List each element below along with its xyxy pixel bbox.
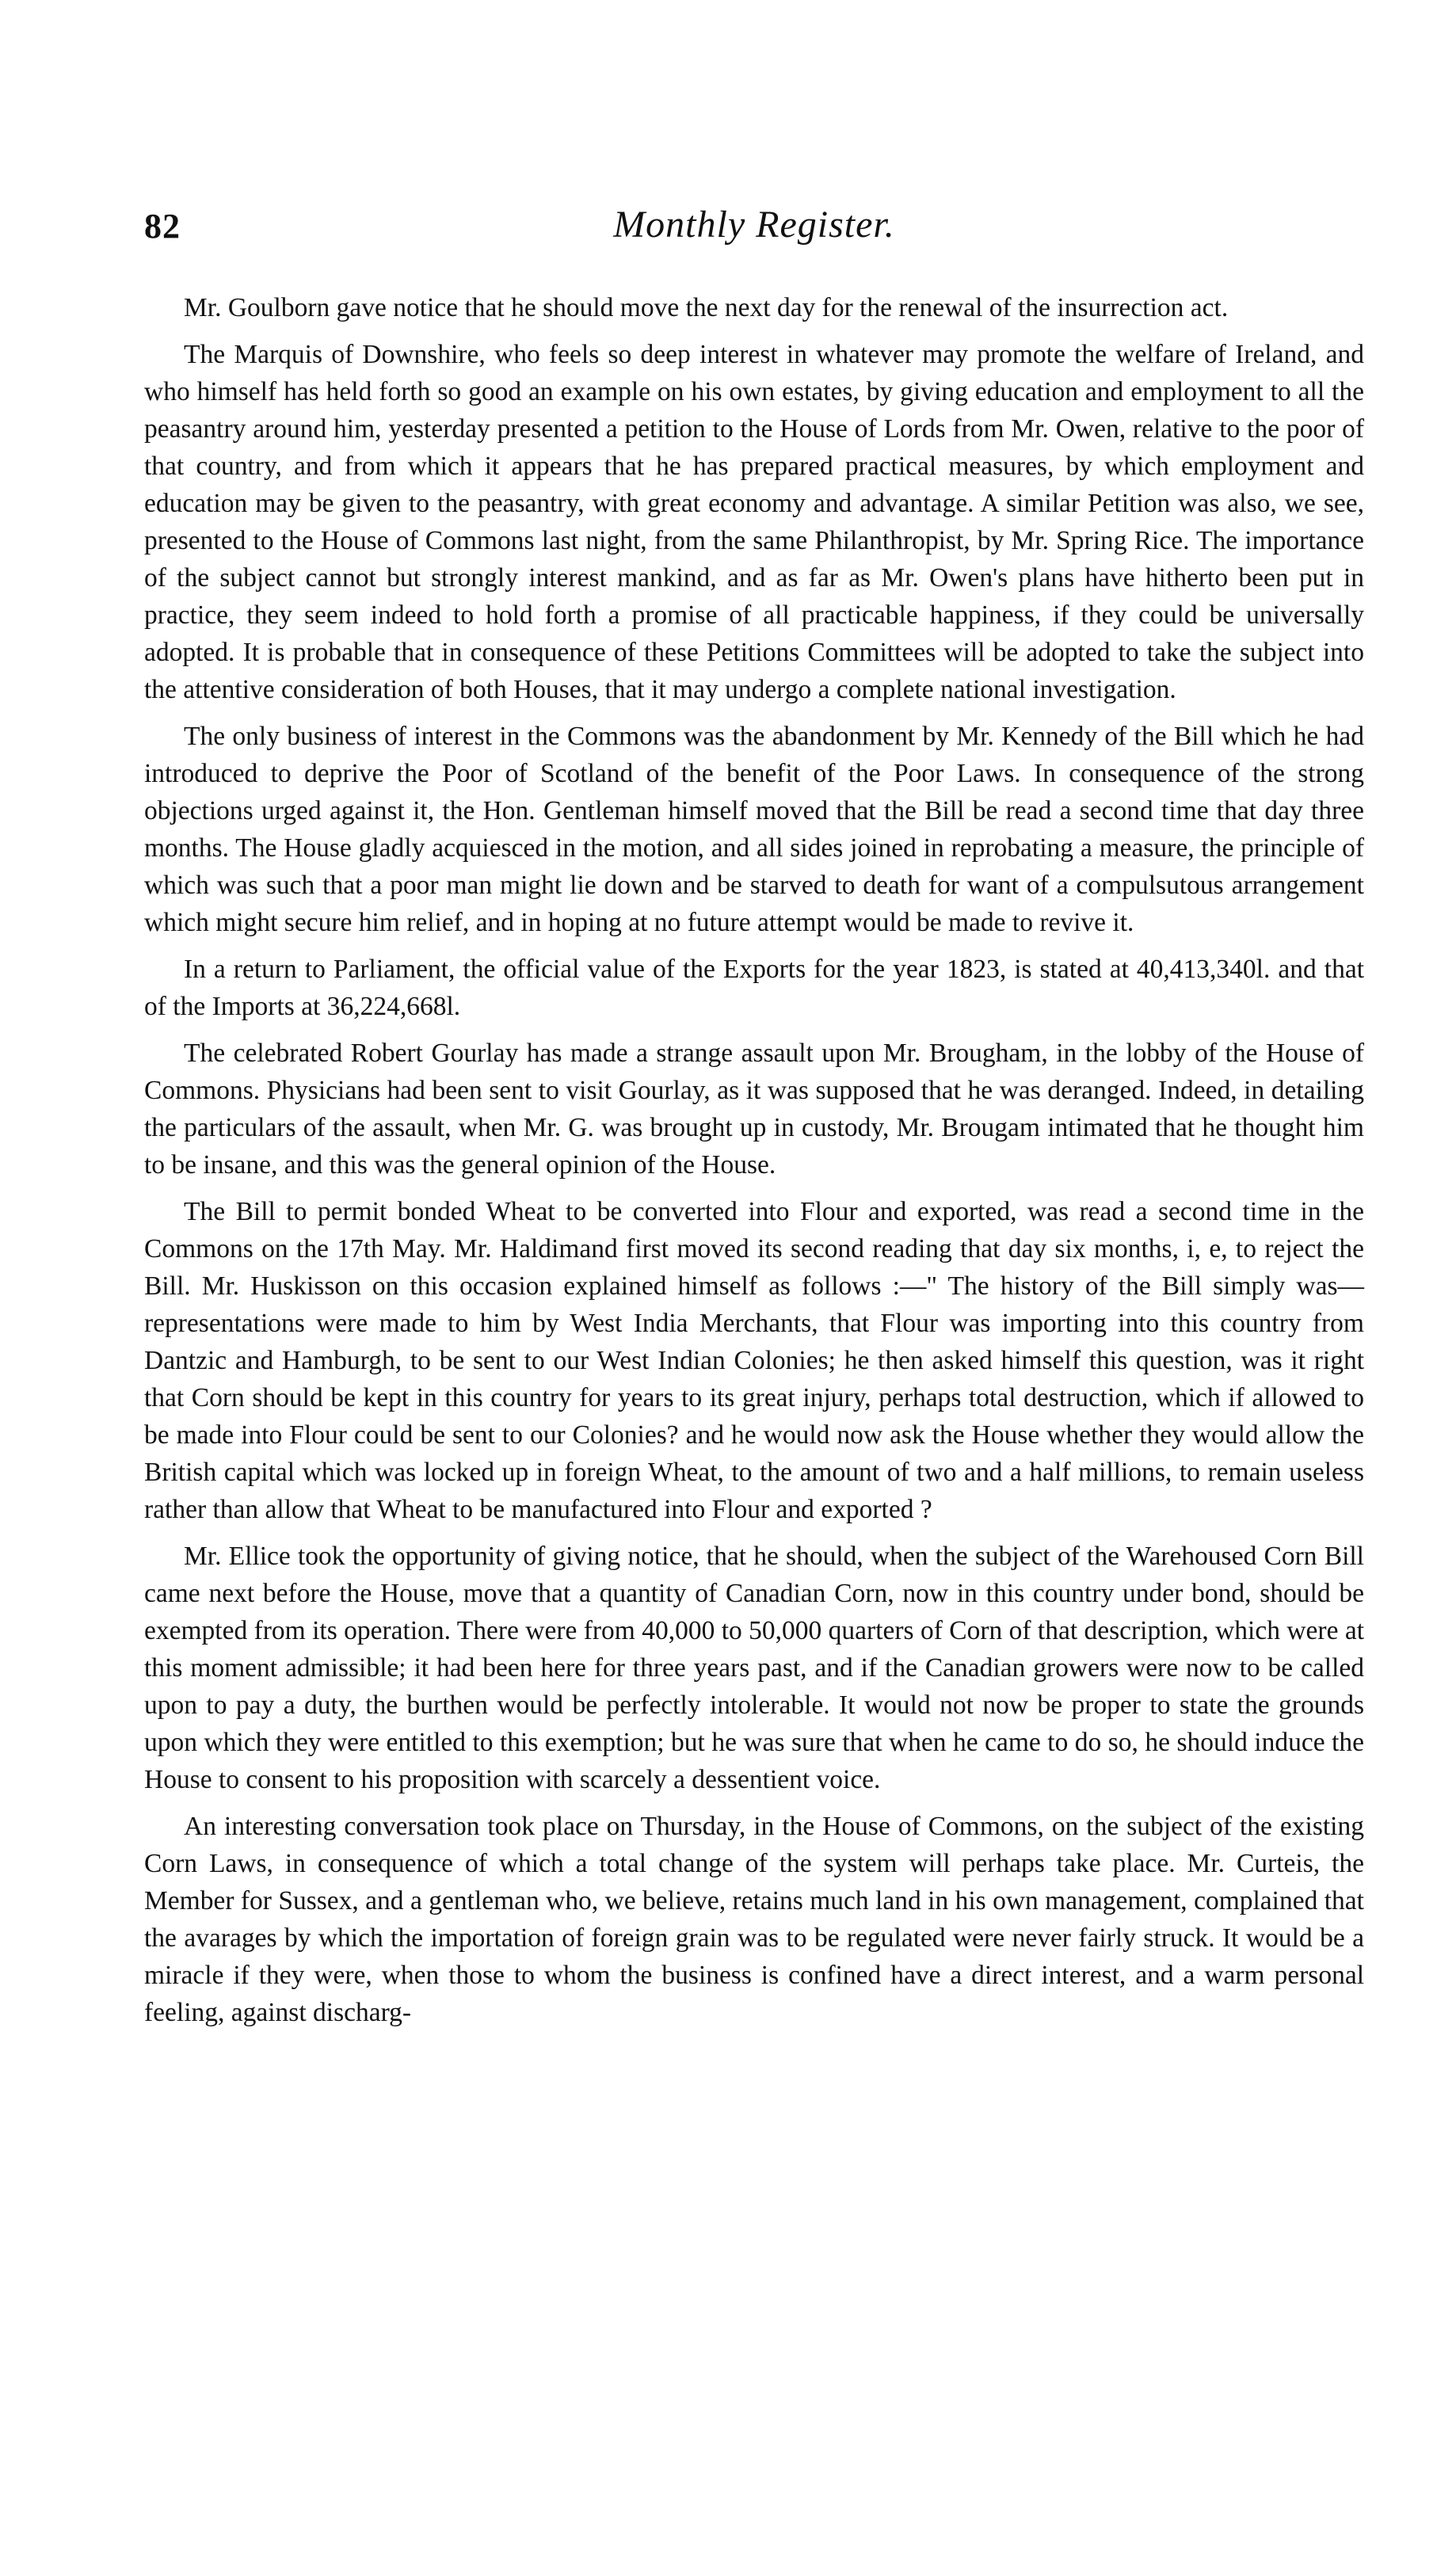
body-text — [144, 289, 1364, 2031]
paragraph-ellice-canadian-corn: Mr. Ellice took the opportunity of giving notice, that he should, when the subject of the Warehoused Corn Bill came next before the House, move that a quantity of Canadian Corn, now in this country under bond, should be exempted from its operation. There were from 40,000 to 50,000 quarters of Corn of that description, which were at this moment admissible; it had been here for three years past, and if the Canadian growers were now to be called upon to pay a duty, the burthen would be perfectly intolerable. It would not now be proper to state the grounds upon which they were entitled to this exemption; but he was sure that when he came to do so, he should induce the House to consent to his proposition with scarcely a dessentient voice. — [144, 1542, 1364, 1794]
page — [144, 198, 1364, 2041]
paragraph-corn-laws-conversation: An interesting conversation took place on Thursday, in the House of Commons, on the subject of the existing Corn Laws, in consequence of which a total change of the system will perhaps take place. Mr. Curteis, the Member for Sussex, and a gentleman who, we believe, retains much land in his own management, complained that the avarages by which the importation of foreign grain was to be regulated were never fairly struck. It would be a miracle if they were, when those to whom the business is confined have a direct interest, and a warm personal feeling, against discharg- — [144, 1812, 1364, 2027]
paragraph-gourlay-assault: The celebrated Robert Gourlay has made a strange assault upon Mr. Brougham, in the lobby of the House of Commons. Physicians had been sent to visit Gourlay, as it was supposed that he was deranged. Indeed, in detailing the particulars of the assault, when Mr. G. was brought up in custody, Mr. Brougam intimated that he thought him to be insane, and this was the general opinion of the House. — [144, 1039, 1364, 1180]
paragraph-owen-petition: The Marquis of Downshire, who feels so deep interest in whatever may promote the welfare of Ireland, and who himself has held forth so good an example on his own estates, by giving education and employment to all the peasantry around him, yesterday presented a petition to the House of Lords from Mr. Owen, relative to the poor of that country, and from which it appears that he has prepared practical measures, by which employment and education may be given to the peasantry, with great economy and advantage. A similar Petition was also, we see, presented to the House of Commons last night, from the same Philanthropist, by Mr. Spring Rice. The importance of the subject cannot but strongly interest mankind, and as far as Mr. Owen's plans have hitherto been put in practice, they seem indeed to hold forth a promise of all practicable happiness, if they could be universally adopted. It is probable that in consequence of these Petitions Committees will be adopted to take the subject into the attentive consideration of both Houses, that it may undergo a complete national investigation. — [144, 340, 1364, 704]
page-header — [144, 198, 1364, 273]
page-number: 82 — [144, 207, 181, 246]
paragraph-bonded-wheat-bill: The Bill to permit bonded Wheat to be converted into Flour and exported, was read a second time in the Commons on the 17th May. Mr. Haldimand first moved its second reading that day six months, i, e, to reject the Bill. Mr. Huskisson on this occasion explained himself as follows :—" The history of the Bill simply was—representations were made to him by West India Merchants, that Flour was importing into this country from Dantzic and Hamburgh, to be sent to our West Indian Colonies; he then asked himself this question, was it right that Corn should be kept in this country for years to its great injury, perhaps total destruction, which if allowed to be made into Flour could be sent to our Colonies? and he would now ask the House whether they would allow the British capital which was locked up in foreign Wheat, to the amount of two and a half millions, to remain useless rather than allow that Wheat to be manufactured into Flour and exported ? — [144, 1197, 1364, 1524]
running-head: Monthly Register. — [613, 204, 895, 246]
paragraph-exports-imports: In a return to Parliament, the official value of the Exports for the year 1823, is stated at 40,413,340l. and that of the Imports at 36,224,668l. — [144, 955, 1364, 1021]
paragraph-scotland-poor-bill: The only business of interest in the Commons was the abandonment by Mr. Kennedy of the Bill which he had introduced to deprive the Poor of Scotland of the benefit of the Poor Laws. In consequence of the strong objections urged against it, the Hon. Gentleman himself moved that the Bill be read a second time that day three months. The House gladly acquiesced in the motion, and all sides joined in reprobating a measure, the principle of which was such that a poor man might lie down and be starved to death for want of a compulsutous arrangement which might secure him relief, and in hoping at no future attempt would be made to revive it. — [144, 722, 1364, 937]
paragraph-insurrection-act: Mr. Goulborn gave notice that he should move the next day for the renewal of the insurrection act. — [184, 293, 1229, 322]
